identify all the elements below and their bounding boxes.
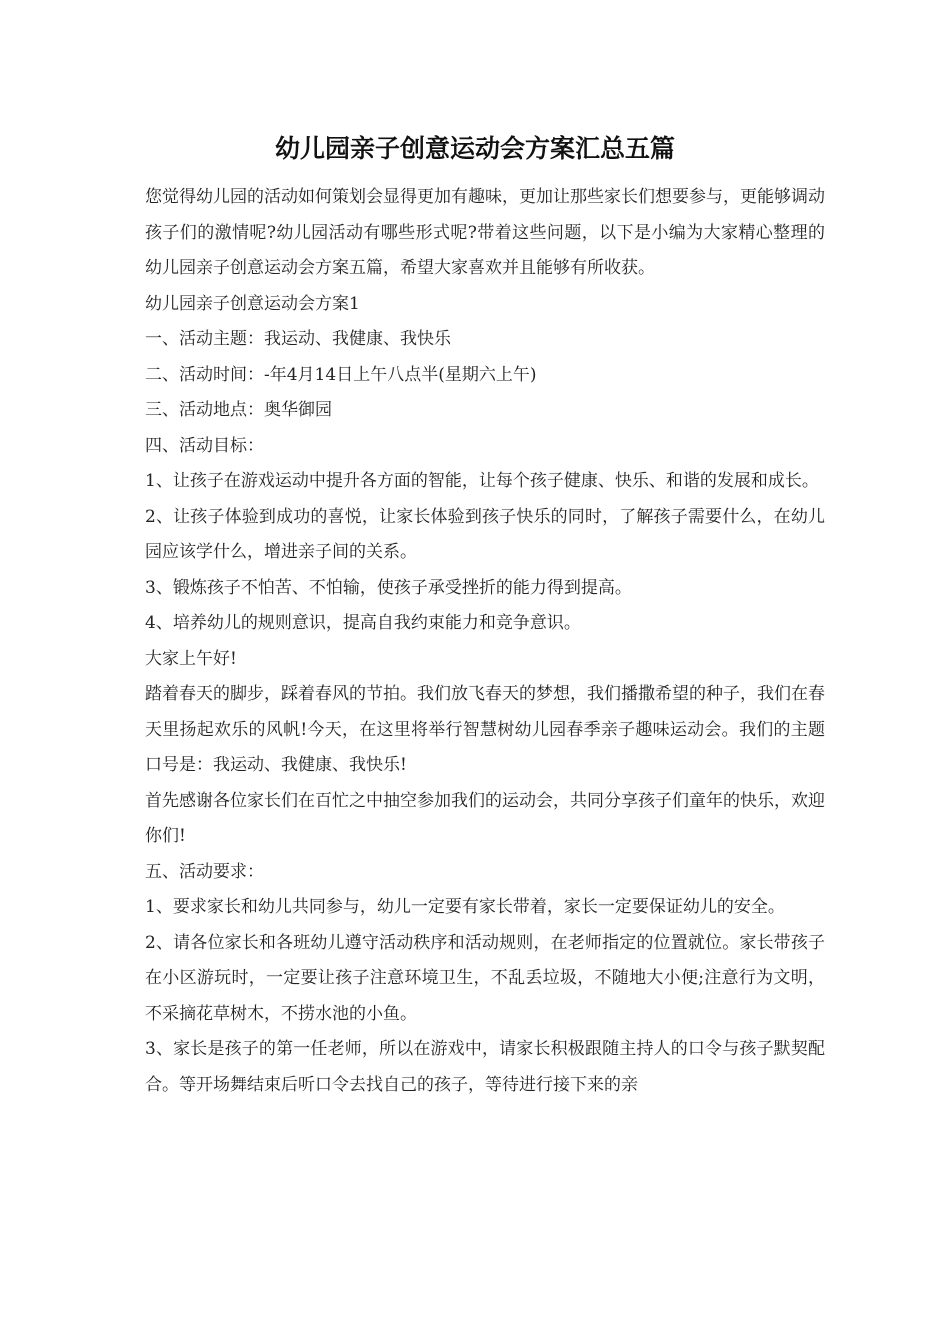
requirement-item: 3、家长是孩子的第一任老师，所以在游戏中，请家长积极跟随主持人的口令与孩子默契配合。等开场舞结束后听口令去找自己的孩子，等待进行接下来的亲 bbox=[145, 1039, 825, 1095]
requirement-item: 1、要求家长和幼儿共同参与，幼儿一定要有家长带着，家长一定要保证幼儿的安全。 bbox=[145, 897, 785, 917]
greeting: 大家上午好! bbox=[145, 648, 237, 669]
goal-item: 4、培养幼儿的规则意识，提高自我约束能力和竞争意识。 bbox=[145, 613, 581, 633]
requirement-item: 2、请各位家长和各班幼儿遵守活动秩序和活动规则，在老师指定的位置就位。家长带孩子在小区游玩时，一定要让孩子注意环境卫生，不乱丢垃圾，不随地大小便;注意行为文明，不采摘花草树木，不捞水池的小鱼。 bbox=[145, 932, 825, 1024]
goal-item: 1、让孩子在游戏运动中提升各方面的智能，让每个孩子健康、快乐、和谐的发展和成长。 bbox=[145, 471, 819, 491]
speech-paragraph: 踏着春天的脚步，踩着春风的节拍。我们放飞春天的梦想，我们播撒希望的种子，我们在春天里扬起欢乐的风帆!今天，在这里将举行智慧树幼儿园春季亲子趣味运动会。我们的主题口号是：我运动、我健康、我快乐! bbox=[145, 684, 825, 775]
document-body bbox=[145, 180, 825, 1103]
document-title: 幼儿园亲子创意运动会方案汇总五篇 bbox=[274, 134, 675, 163]
speech-paragraph: 首先感谢各位家长们在百忙之中抽空参加我们的运动会，共同分享孩子们童年的快乐，欢迎你们! bbox=[145, 790, 825, 846]
goal-item: 2、让孩子体验到成功的喜悦，让家长体验到孩子快乐的同时，了解孩子需要什么，在幼儿园应该学什么，增进亲子间的关系。 bbox=[145, 506, 825, 562]
activity-location: 三、活动地点：奥华御园 bbox=[145, 400, 332, 420]
activity-requirements-heading: 五、活动要求： bbox=[145, 861, 264, 882]
activity-goals-heading: 四、活动目标： bbox=[145, 435, 264, 456]
intro-paragraph: 您觉得幼儿园的活动如何策划会显得更加有趣味，更加让那些家长们想要参与，更能够调动孩子们的激情呢?幼儿园活动有哪些形式呢?带着这些问题，以下是小编为大家精心整理的幼儿园亲子创意运动会方案五篇，希望大家喜欢并且能够有所收获。 bbox=[145, 187, 825, 278]
section-heading: 幼儿园亲子创意运动会方案1 bbox=[145, 293, 360, 314]
activity-time: 二、活动时间：-年4月14日上午八点半(星期六上午) bbox=[145, 364, 537, 385]
goal-item: 3、锻炼孩子不怕苦、不怕输，使孩子承受挫折的能力得到提高。 bbox=[145, 577, 632, 598]
activity-theme: 一、活动主题：我运动、我健康、我快乐 bbox=[145, 329, 451, 349]
